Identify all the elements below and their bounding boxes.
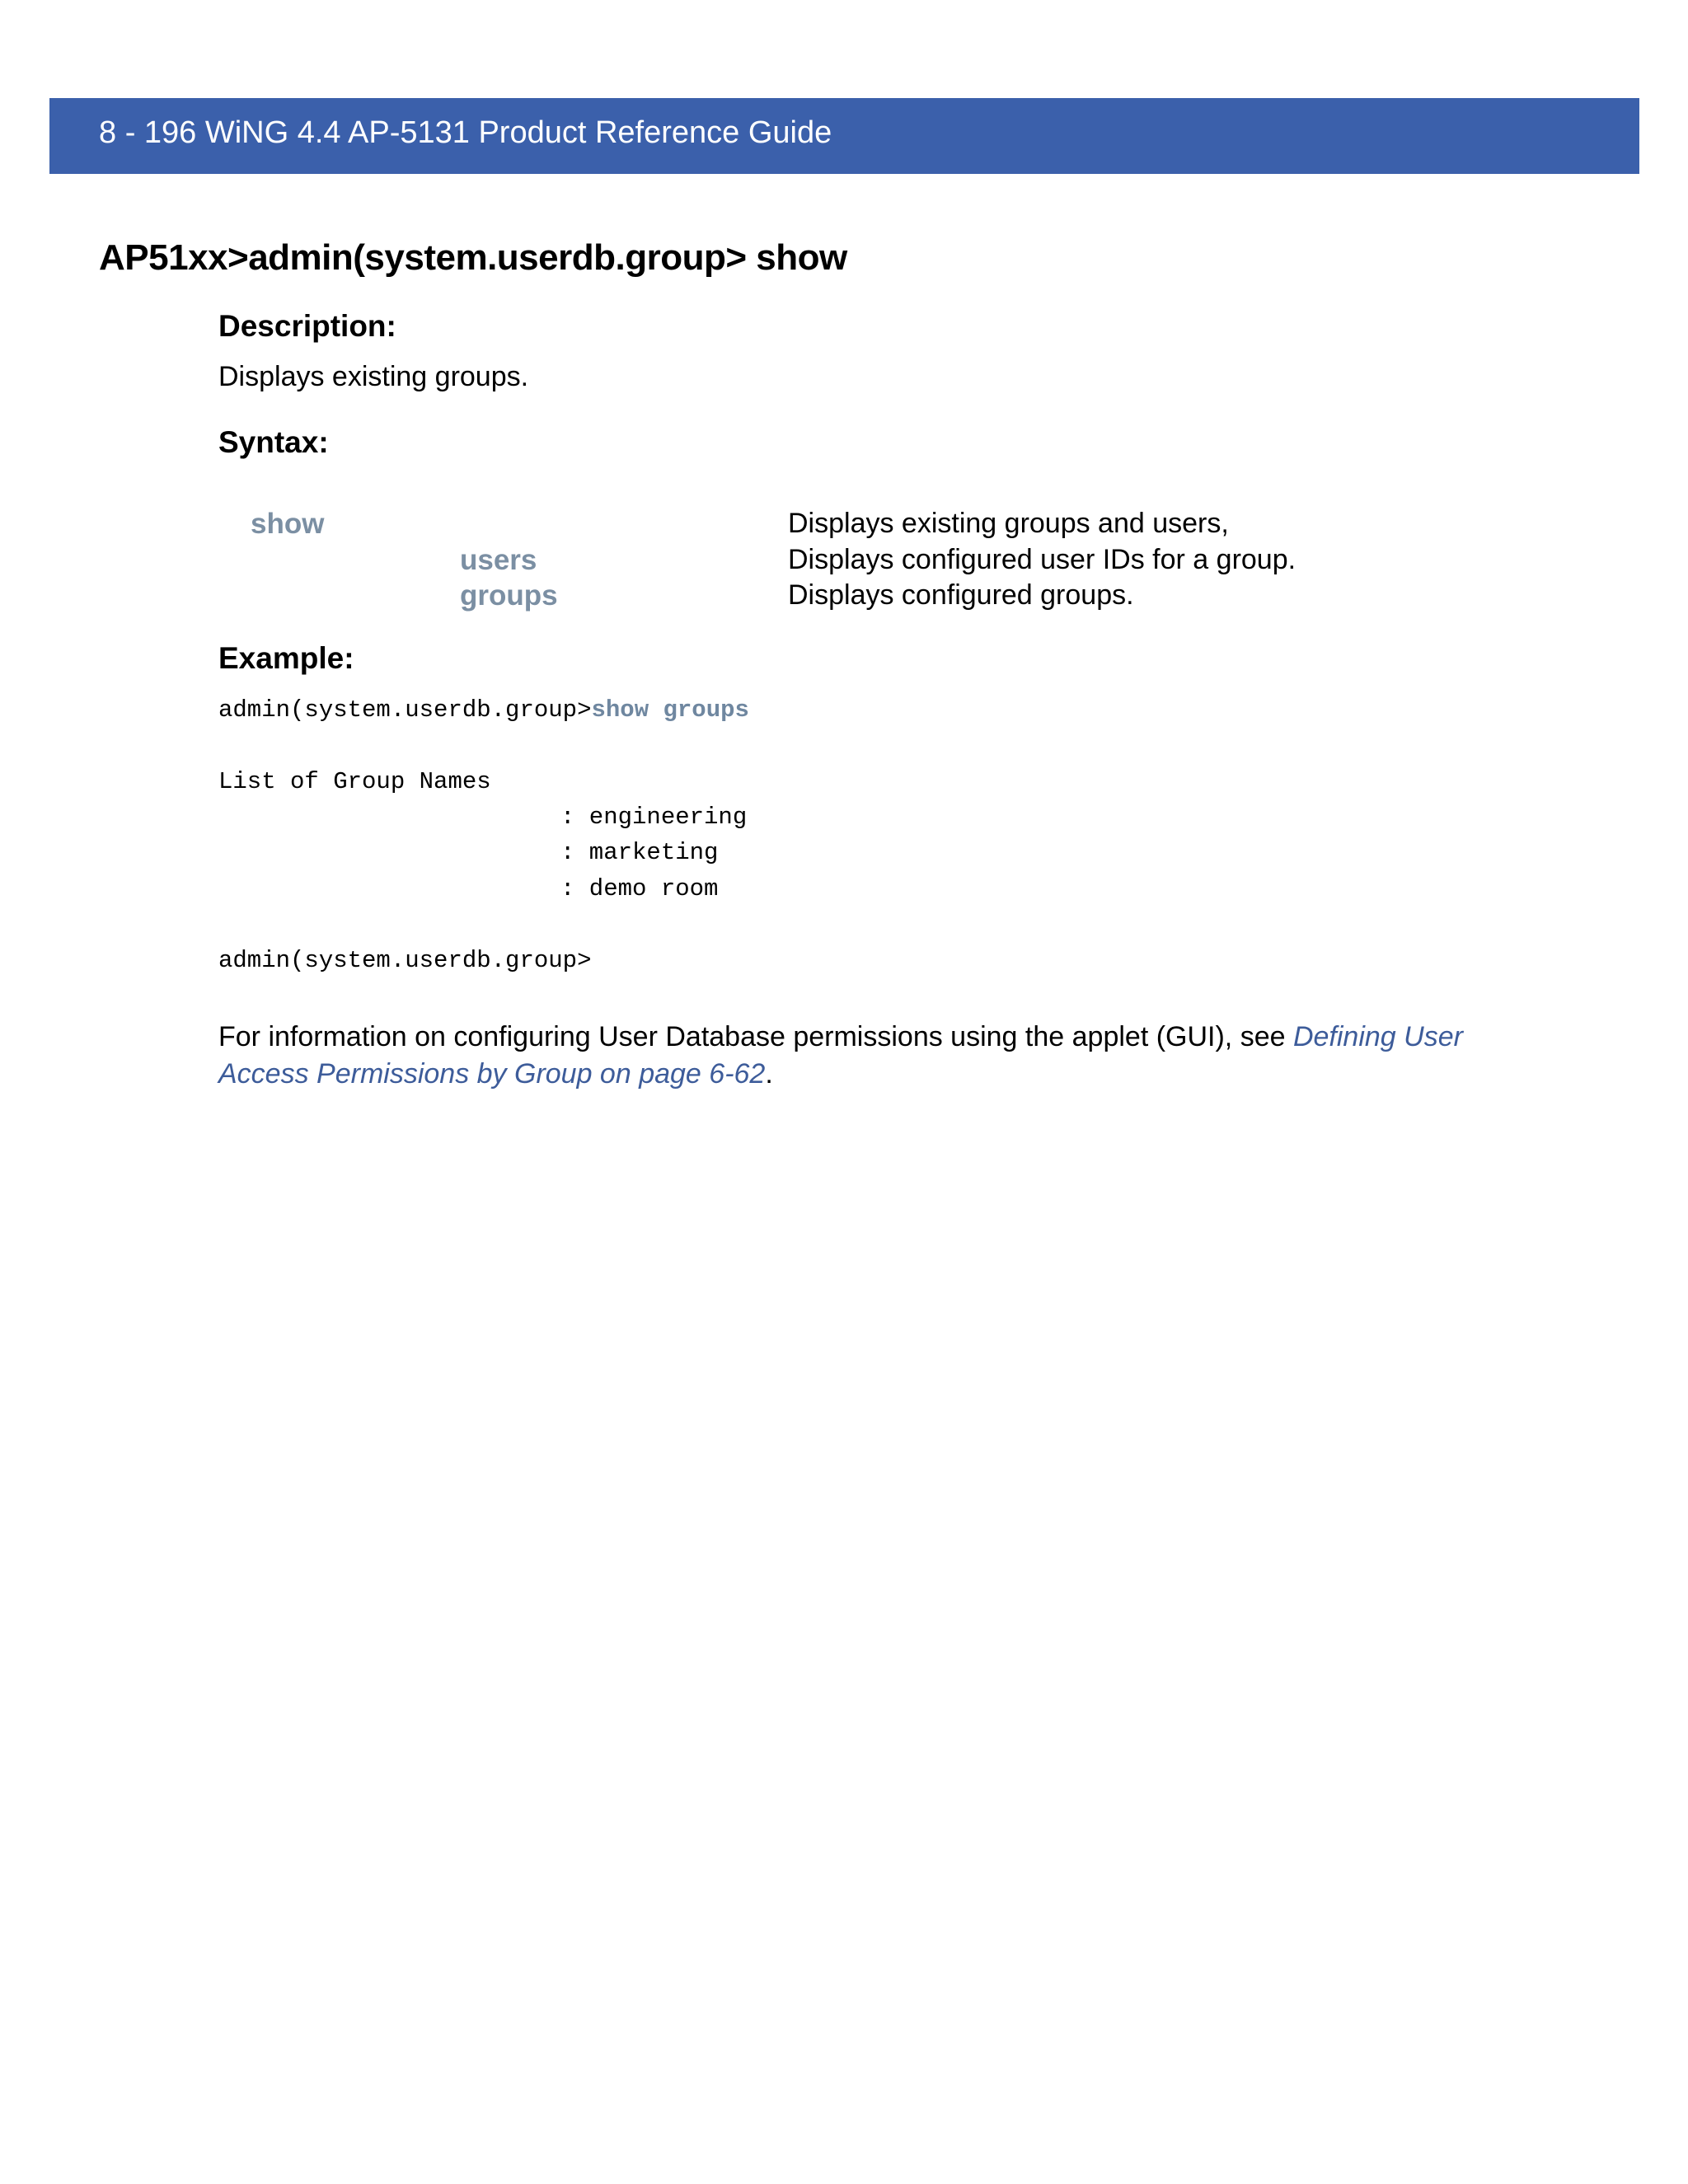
syntax-description-show: Displays existing groups and users,: [788, 508, 1229, 539]
syntax-keyword-users: users: [460, 544, 537, 576]
syntax-keyword-show: show: [251, 508, 325, 540]
example-prompt-prefix: admin(system.userdb.group>: [218, 696, 592, 724]
cross-reference-link[interactable]: Defining User Access Permissions by Group on page 6-62: [218, 1021, 1463, 1090]
description-heading: Description:: [218, 309, 396, 343]
cross-reference-paragraph: [218, 1019, 1537, 1093]
example-prompt-line: [218, 696, 749, 724]
example-group-item: : demo room: [560, 875, 719, 902]
command-title: AP51xx>admin(system.userdb.group> show: [99, 237, 847, 278]
syntax-description-users: Displays configured user IDs for a group.: [788, 544, 1296, 575]
cross-reference-period: .: [765, 1058, 773, 1090]
example-group-item: : engineering: [560, 804, 748, 831]
page-header-label: 8 - 196 WiNG 4.4 AP-5131 Product Reference Guide: [99, 115, 832, 150]
example-list-title: List of Group Names: [218, 768, 491, 795]
cross-reference-text: For information on configuring User Database permissions using the applet (GUI), see: [218, 1021, 1293, 1052]
example-final-prompt: admin(system.userdb.group>: [218, 947, 592, 974]
description-text: Displays existing groups.: [218, 361, 529, 392]
example-prompt-command: show groups: [591, 696, 749, 724]
page-header-bar: [49, 98, 1639, 174]
example-heading: Example:: [218, 641, 354, 675]
syntax-description-groups: Displays configured groups.: [788, 579, 1134, 611]
example-group-item: : marketing: [560, 839, 719, 866]
syntax-heading: Syntax:: [218, 425, 329, 459]
syntax-keyword-groups: groups: [460, 579, 558, 612]
